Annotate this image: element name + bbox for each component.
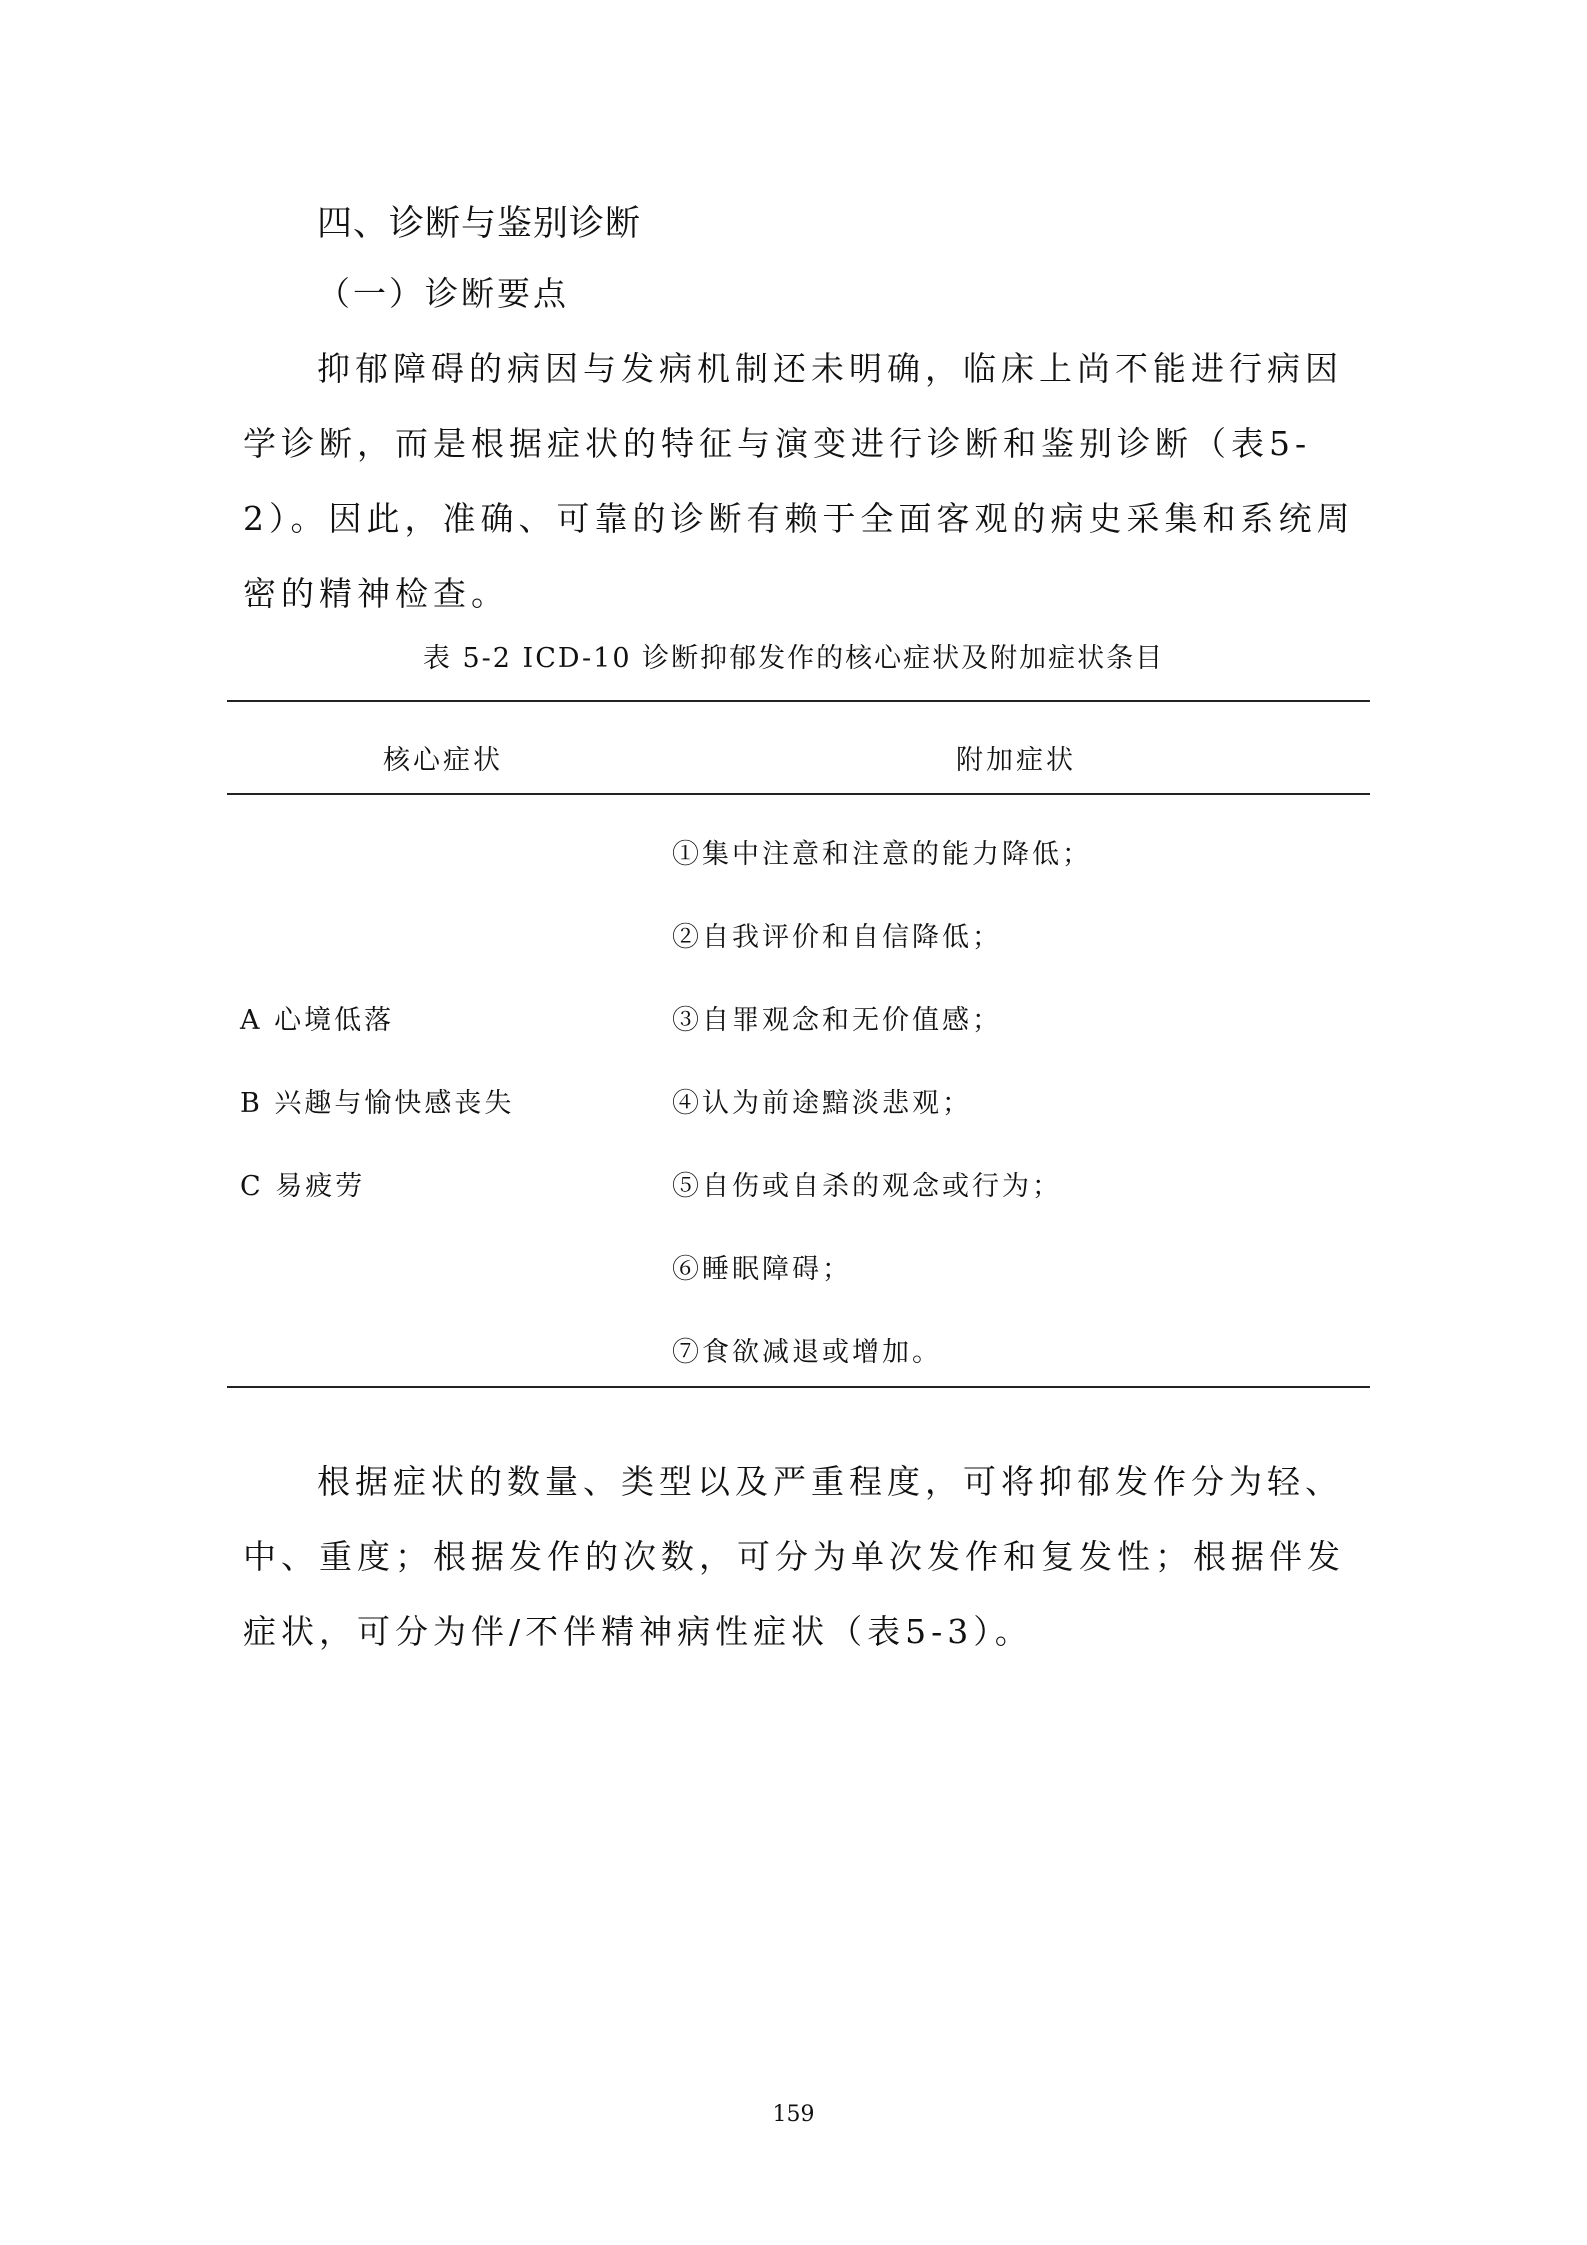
paragraph-severity-classification: 根据症状的数量、类型以及严重程度，可将抑郁发作分为轻、中、重度；根据发作的次数，可分为单次发作和复发性；根据伴发症状，可分为伴/不伴精神病性症状（表5-3）。 bbox=[243, 1462, 1345, 1651]
section-heading: 四、诊断与鉴别诊断 bbox=[317, 204, 642, 244]
table-header-rule bbox=[227, 793, 1370, 795]
column-header-core-symptoms: 核心症状 bbox=[383, 745, 503, 776]
additional-symptom-item: ④认为前途黯淡悲观； bbox=[672, 1088, 972, 1119]
page-number: 159 bbox=[772, 2102, 815, 2127]
table-top-rule bbox=[227, 700, 1370, 702]
additional-symptom-item: ⑦食欲减退或增加。 bbox=[672, 1337, 942, 1368]
additional-symptom-item: ⑥睡眠障碍； bbox=[672, 1254, 852, 1285]
additional-symptom-item: ②自我评价和自信降低； bbox=[672, 922, 1002, 953]
table-bottom-rule bbox=[227, 1386, 1370, 1388]
column-header-additional-symptoms: 附加症状 bbox=[956, 745, 1076, 776]
core-symptom-item: A 心境低落 bbox=[240, 1005, 395, 1036]
additional-symptom-item: ⑤自伤或自杀的观念或行为； bbox=[672, 1171, 1062, 1202]
paragraph-diagnosis-intro: 抑郁障碍的病因与发病机制还未明确，临床上尚不能进行病因学诊断，而是根据症状的特征与演变进行诊断和鉴别诊断（表5-2）。因此，准确、可靠的诊断有赖于全面客观的病史采集和系统周密的精神检查。 bbox=[243, 349, 1355, 613]
sub-heading: （一）诊断要点 bbox=[317, 274, 569, 313]
table-caption: 表 5-2 ICD-10 诊断抑郁发作的核心症状及附加症状条目 bbox=[422, 643, 1165, 674]
additional-symptom-item: ③自罪观念和无价值感； bbox=[672, 1005, 1002, 1036]
core-symptom-item: B 兴趣与愉快感丧失 bbox=[240, 1088, 515, 1119]
core-symptom-item: C 易疲劳 bbox=[240, 1171, 366, 1202]
additional-symptom-item: ①集中注意和注意的能力降低； bbox=[672, 839, 1092, 870]
